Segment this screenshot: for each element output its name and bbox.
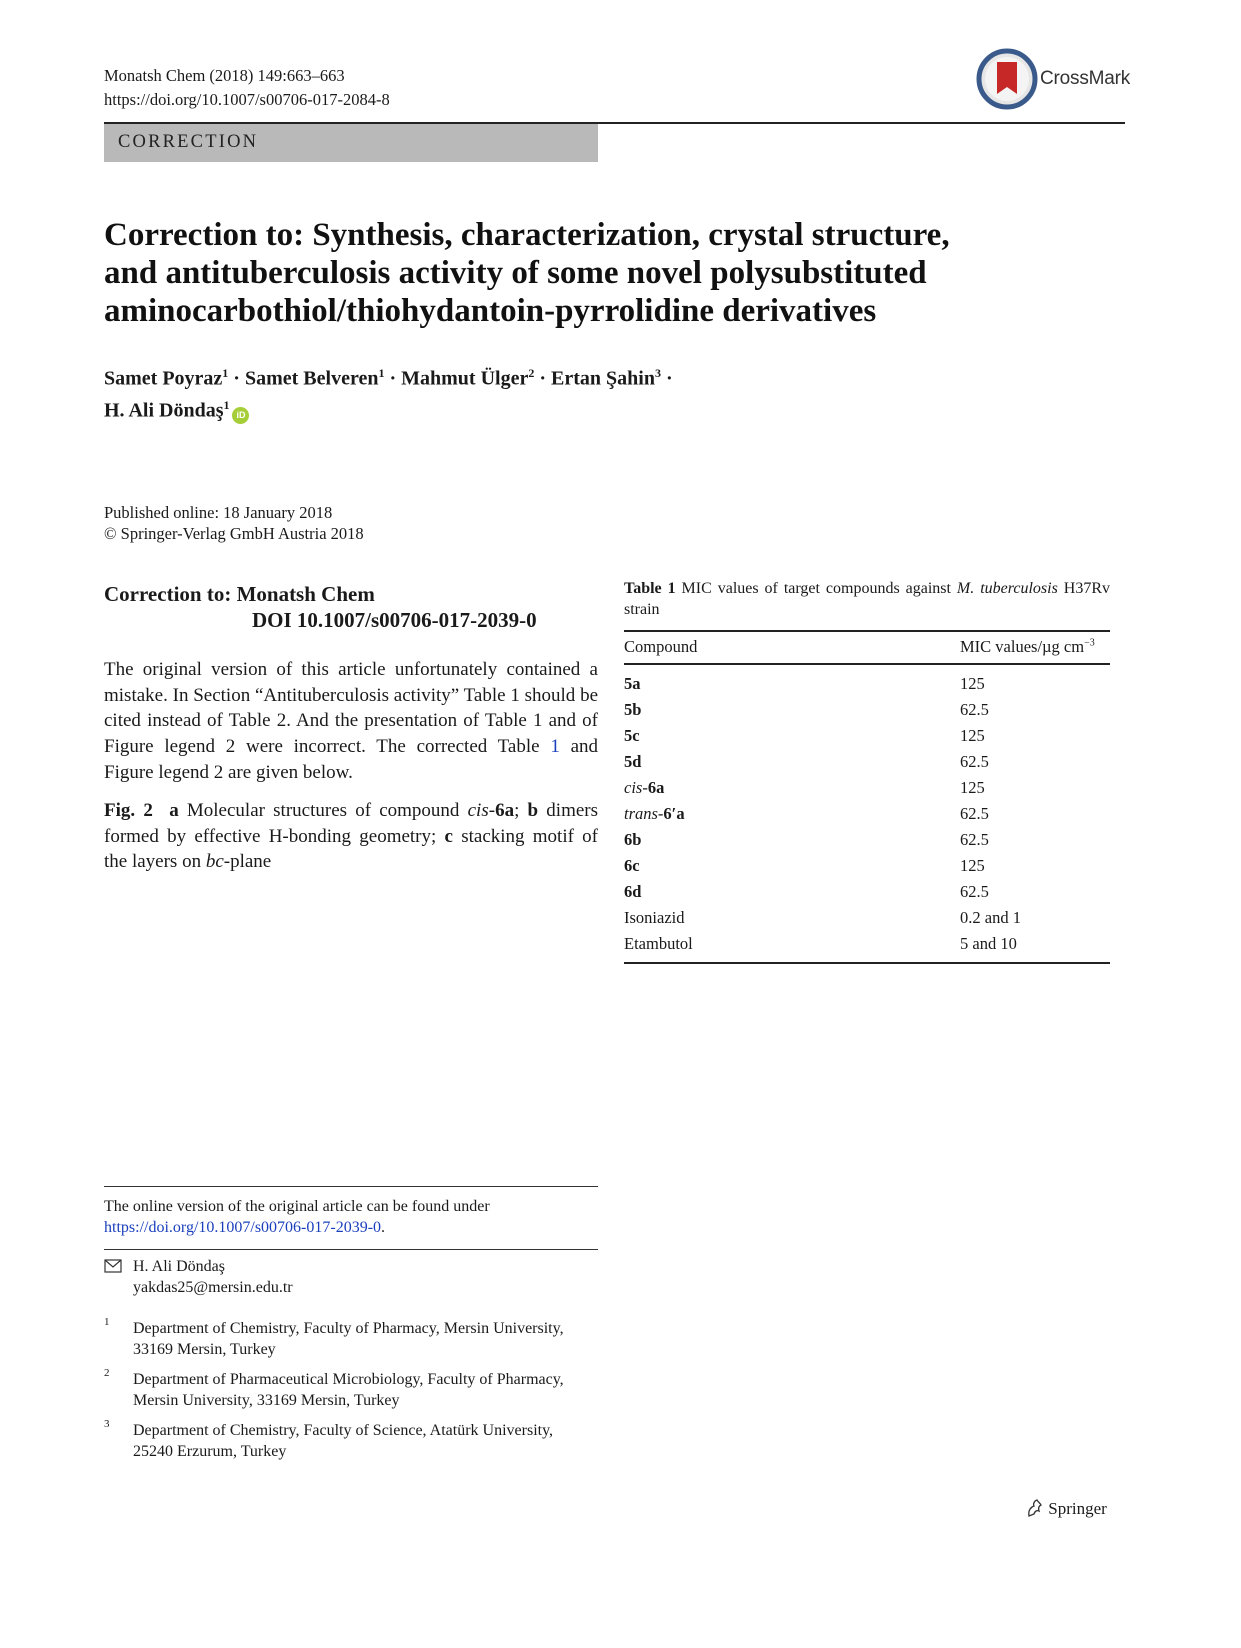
author-name: Mahmut Ülger: [401, 367, 529, 390]
table-row: [624, 778, 1110, 804]
column-header-compound: Compound: [624, 637, 698, 656]
correction-heading-line1: Correction to: Monatsh Chem: [104, 582, 375, 606]
table-top-rule: [624, 630, 1110, 632]
title-line: Correction to: Synthesis, characterization, crystal structure,: [104, 217, 950, 253]
column-header-mic: [960, 637, 1095, 657]
compound-cell: [624, 908, 684, 928]
mic-value-cell: 125: [960, 778, 985, 797]
table-row: [624, 830, 1110, 856]
panel-c-label: c: [444, 825, 453, 847]
body-text: The original version of this article unfortunately contained a mistake. In Section “Antituberculosis activity” Table 1 should be cited instead of Table 2. And the presentation of Table 1 and of Figure legend 2 were incorrect. The corrected Table: [104, 659, 598, 758]
corresponding-author: [133, 1256, 593, 1298]
author-affiliation-mark: 1: [378, 366, 385, 380]
table-row: [624, 882, 1110, 908]
author-name: Samet Poyraz: [104, 367, 223, 390]
crossmark-label: CrossMark: [1040, 68, 1131, 89]
table-caption-text: MIC values of target compounds against: [675, 580, 957, 597]
compound-name: 6c: [624, 856, 640, 875]
footnote-text: The online version of the original article can be found under: [104, 1198, 490, 1215]
affiliation-number: 2: [104, 1367, 110, 1379]
footnote: [104, 1196, 598, 1238]
author-line-1: [104, 360, 673, 392]
compound-cell: [624, 934, 693, 954]
compound-cell: [624, 752, 641, 772]
table-header-rule: [624, 663, 1110, 665]
author-separator: ·: [389, 367, 397, 390]
compound-name: 6b: [624, 830, 642, 849]
footnote-rule: [104, 1186, 598, 1187]
table-row: [624, 752, 1110, 778]
column-header-mic-text: MIC values/µg cm: [960, 637, 1085, 656]
column-header-mic-exponent: −3: [1084, 637, 1095, 649]
compound-name: 5d: [624, 752, 642, 771]
author-affiliation-mark: 1: [223, 397, 230, 412]
article-title: [104, 216, 1104, 330]
affiliation-1: Department of Chemistry, Faculty of Pharmacy, Mersin University, 33169 Mersin, Turkey: [133, 1320, 564, 1358]
compound-prefix: trans-: [624, 804, 664, 823]
affiliation-number: 1: [104, 1316, 110, 1328]
panel-a-cis: cis: [467, 800, 489, 821]
author-separator: ·: [233, 367, 240, 390]
footnote-link-line: [104, 1217, 598, 1238]
correction-heading-doi: DOI 10.1007/s00706-017-2039-0: [252, 608, 537, 632]
author-affiliation-mark: 1: [222, 366, 229, 380]
panel-a-compound: 6a: [495, 800, 515, 821]
compound-name: 5b: [624, 700, 642, 719]
original-article-link[interactable]: https://doi.org/10.1007/s00706-017-2039-0: [104, 1219, 382, 1236]
table-caption: [624, 578, 1110, 620]
table-row: [624, 700, 1110, 726]
copyright-line: © Springer-Verlag GmbH Austria 2018: [104, 524, 364, 543]
table-row: [624, 726, 1110, 752]
footnote-rule-2: [104, 1249, 598, 1250]
corresponding-name: H. Ali Döndaş: [133, 1258, 225, 1275]
author-name: H. Ali Döndaş: [104, 399, 224, 422]
compound-name: Isoniazid: [624, 908, 685, 927]
section-label: CORRECTION: [118, 132, 259, 152]
table-caption-end: H37Rv strain: [624, 580, 1111, 618]
table-body: [624, 674, 1110, 954]
published-online: Published online: 18 January 2018: [104, 503, 333, 522]
panel-b-text: dimers formed by effective H-bonding geometry;: [104, 800, 599, 847]
compound-cell: [624, 674, 641, 694]
publisher-name: Springer: [1048, 1499, 1107, 1518]
mic-value-cell: 62.5: [960, 700, 989, 719]
correction-body: [104, 657, 598, 786]
compound-cell: [624, 856, 640, 876]
mic-value-cell: 125: [960, 674, 985, 693]
mic-value-cell: 0.2 and 1: [960, 908, 1021, 927]
table-row: [624, 908, 1110, 934]
crossmark-icon: [976, 48, 1038, 110]
compound-name: 5a: [624, 674, 641, 693]
envelope-icon: [104, 1259, 122, 1278]
mic-value-cell: 125: [960, 856, 985, 875]
mic-value-cell: 5 and 10: [960, 934, 1017, 953]
author-affiliation-mark: 3: [654, 366, 661, 380]
mic-value-cell: 62.5: [960, 882, 989, 901]
author-separator: ·: [665, 367, 673, 390]
section-banner: [104, 124, 598, 162]
mic-value-cell: 62.5: [960, 804, 989, 823]
table-row: [624, 856, 1110, 882]
mic-value-cell: 125: [960, 726, 985, 745]
compound-name: 6d: [624, 882, 642, 901]
orcid-icon[interactable]: iD: [232, 407, 249, 424]
title-line: and antituberculosis activity of some novel polysubstituted: [104, 255, 927, 291]
affiliation-number: 3: [104, 1418, 110, 1430]
panel-b-label: b: [527, 800, 539, 821]
affiliation-3: Department of Chemistry, Faculty of Science, Atatürk University, 25240 Erzurum, Turkey: [133, 1422, 554, 1460]
affiliation-2: Department of Pharmaceutical Microbiology, Faculty of Pharmacy, Mersin University, 33169 Mersin, Turkey: [133, 1371, 564, 1409]
mic-value-cell: 62.5: [960, 830, 989, 849]
panel-a-label: a: [169, 800, 179, 821]
publication-info: [104, 502, 364, 544]
corresponding-email[interactable]: yakdas25@mersin.edu.tr: [133, 1279, 293, 1296]
running-header: [104, 64, 390, 112]
author-separator: ·: [539, 367, 547, 390]
footnote-end: .: [381, 1219, 386, 1236]
compound-name: 6′a: [663, 804, 685, 823]
mic-value-cell: 62.5: [960, 752, 989, 771]
crossmark-badge[interactable]: [976, 48, 1131, 110]
table-row: [624, 674, 1110, 700]
panel-c-plane: bc: [205, 851, 224, 873]
title-line: aminocarbothiol/thiohydantoin-pyrrolidine derivatives: [104, 293, 877, 329]
table-bottom-rule: [624, 962, 1110, 964]
panel-a-text: Molecular structures of compound: [178, 800, 468, 821]
panel-c-end: -plane: [223, 851, 272, 873]
table-row: [624, 804, 1110, 830]
table-caption-species: M. tuberculosis: [956, 580, 1058, 597]
author-name: Samet Belveren: [244, 367, 379, 390]
compound-cell: [624, 726, 640, 746]
compound-cell: [624, 778, 664, 798]
article-doi[interactable]: https://doi.org/10.1007/s00706-017-2084-8: [104, 90, 390, 109]
compound-name: 5c: [624, 726, 640, 745]
author-name: Ertan Şahin: [551, 367, 655, 390]
compound-name: 6a: [647, 778, 665, 797]
journal-citation: Monatsh Chem (2018) 149:663–663: [104, 66, 345, 85]
table-row: [624, 934, 1110, 960]
author-list: [104, 360, 673, 424]
compound-cell: [624, 882, 641, 902]
compound-name: Etambutol: [624, 934, 693, 953]
compound-cell: [624, 700, 641, 720]
compound-cell: [624, 804, 685, 824]
compound-prefix: cis-: [624, 778, 648, 797]
compound-cell: [624, 830, 641, 850]
correction-heading: [104, 581, 537, 633]
author-affiliation-mark: 2: [528, 366, 535, 380]
publisher-logo: [1026, 1498, 1107, 1519]
author-line-2: [104, 392, 673, 425]
springer-horse-icon: [1026, 1498, 1044, 1518]
panel-a-dash: -: [488, 800, 496, 821]
panel-a-end: ;: [514, 800, 520, 821]
body-text-end: and Figure legend 2 are given below.: [104, 736, 599, 783]
table-link[interactable]: 1: [550, 736, 560, 758]
panel-c-text: stacking motif of the layers on: [104, 825, 599, 873]
table-label: Table 1: [624, 580, 676, 597]
figure-caption: [104, 798, 598, 875]
figure-label: Fig. 2: [104, 800, 153, 821]
